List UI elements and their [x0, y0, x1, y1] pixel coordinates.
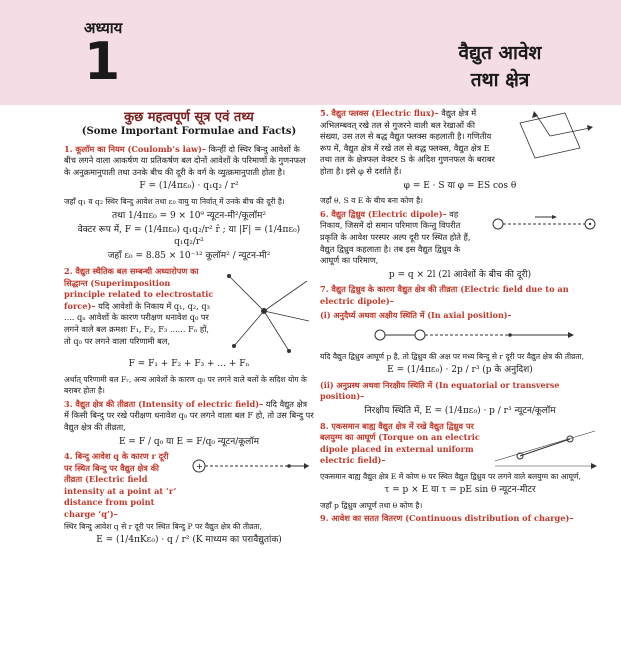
right-column	[320, 108, 600, 527]
item-coulombs-law	[64, 144, 314, 179]
formula-superposition: F = F₁ + F₂ + F₃ + ... + Fₙ	[128, 358, 250, 369]
item-2-tail: अर्थात् परिणामी बल Fᵣ, अन्य आवेशों के कारण q₀ पर लगने वाले बलों के सदिश योग के बराबर होता है।	[64, 374, 307, 396]
axial-dipole-diagram	[320, 323, 590, 347]
flux-block	[320, 108, 600, 178]
item-3-heading: 3. वैद्युत क्षेत्र की तीव्रता (Intensity of electric field)–	[64, 398, 264, 409]
svg-text:+: +	[196, 462, 203, 472]
formula-dipole-moment: p = q × 2l (2l आवेशों के बीच की दूरी)	[388, 269, 532, 280]
superposition-block	[64, 266, 314, 356]
item-8-heading: 8. एकसमान बाह्य वैद्युत क्षेत्र में रखे वैद्युत द्विध्रुव पर बलयुग्म का आघूर्ण (Torque on an electric dipole placed in external uniform electric field)–	[320, 420, 480, 466]
item-continuous-distribution	[320, 513, 600, 525]
torque-diagram	[490, 421, 600, 471]
chapter-label: अध्याय	[84, 19, 123, 37]
item-1-heading: 1. कूलॉम का नियम (Coulomb’s law)–	[64, 143, 207, 154]
flux-diagram	[505, 108, 600, 168]
dipole-block	[320, 209, 600, 267]
torque-heading-block	[320, 421, 480, 471]
item-5-text: वैद्युत क्षेत्र में अभिलम्बवत् रखे तल से गुजरने वाली बल रेखाओं की संख्या, उस तल से बद्ध वैद्युत फ्लक्स कहलाती है। गणितीय रूप में, वैद्युत क्षेत्र में रखे तल से बद्ध फ्लक्स, वैद्युत क्षेत्र E तथा तल के क्षेत्रफल वेक्टर S के अदिश गुणनफल के बराबर होता है। इसे φ से दर्शाते हैं।	[320, 108, 495, 176]
formula-field: E = F / q₀ या E = F/q₀ न्यूटन/कूलॉम	[119, 436, 259, 447]
item-2-text: यदि आवेशों के निकाय में q₁, q₂, q₃ .... qₙ आवेशों के कारण परीक्षण धनावेश q₀ पर लगने वाले बल क्रमशः F₁, F₂, F₃ ...... Fₙ हों, तो q₀ पर लगने वाला परिणामी बल,	[64, 300, 210, 346]
chapter-number: 1	[84, 32, 121, 92]
item-7-heading: 7. वैद्युत द्विध्रुव के कारण वैद्युत क्षेत्र की तीव्रता (Electric field due to an electric dipole)–	[320, 284, 569, 306]
item-8-text: एकसमान बाह्य वैद्युत क्षेत्र E में कोण θ पर स्थित वैद्युत द्विध्रुव पर लगने वाले बलयुग्म का आघूर्ण,	[320, 471, 581, 481]
formula-constant: तथा 1/4πε₀ = 9 × 10⁹ न्यूटन-मी²/कूलॉम²	[111, 210, 267, 221]
item-5-where: जहाँ θ, S व E के बीच बना कोण है।	[320, 196, 423, 206]
item-4-heading: 4. बिन्दु आवेश q के कारण r दूरी पर स्थित बिन्दु पर वैद्युत क्षेत्र की तीव्रता (Electric field intensity at a point at ‘r’ distance from point charge ‘q’)–	[64, 451, 177, 520]
item-2-heading: 2. वैद्युत स्थैतिक बल सम्बन्धी अध्यारोपण का सिद्धान्त (Superimposition principle related to electrostatic force)–	[64, 265, 214, 311]
item-5-heading: 5. वैद्युत फ्लक्स (Electric flux)–	[320, 108, 439, 118]
chapter-title-line1: वैद्युत आवेश	[458, 42, 542, 64]
item-9-heading: 9. आवेश का सतत वितरण (Continuous distribution of charge)–	[320, 513, 574, 524]
item-7-axial-text: यदि वैद्युत द्विध्रुव आघूर्ण p है, तो द्विध्रुव की अक्ष पर मध्य बिन्दु से r दूरी पर वैद्युत क्षेत्र की तीव्रता,	[320, 351, 585, 361]
dipole-text-block	[320, 209, 480, 267]
formula-vector: वेक्टर रूप में, F = (1/4πε₀) q₁q₂/r² r̂ ; या |F| = (1/4πε₀) q₁q₂/r²	[77, 225, 301, 247]
item-1-where: जहाँ q₁ व q₂ स्थिर बिन्दु आवेश तथा ε₀ वायु या निर्वात् में उनके बीच की दूरी है।	[64, 196, 285, 206]
chapter-title-line2: तथा क्षेत्र	[470, 69, 530, 91]
chapter-title	[420, 40, 580, 94]
chapter-header	[0, 0, 621, 105]
item-7-axial-heading: (i) अनुदैर्घ्य अथवा अक्षीय स्थिति में (In axial position)–	[320, 309, 512, 320]
item-8-where: जहाँ p द्विध्रुव आघूर्ण तथा θ कोण है।	[320, 500, 423, 510]
flux-text-block	[320, 108, 495, 178]
section-title: कुछ महत्वपूर्ण सूत्र एवं तथ्य	[124, 110, 254, 125]
superposition-text-block	[64, 266, 214, 356]
item-field-intensity	[64, 399, 314, 434]
point-charge-block	[64, 451, 314, 521]
formula-torque: τ = p × E या τ = pE sin θ न्यूटन-मीटर	[384, 485, 536, 496]
section-subtitle: (Some Important Formulae and Facts)	[81, 126, 297, 137]
item-7-equatorial-heading: (ii) अनुप्रस्थ अथवा निरक्षीय स्थिति में (In equatorial or transverse position)–	[320, 379, 560, 402]
formula-axial: E = (1/4πε₀) · 2p / r³ (p के अनुदिश)	[387, 365, 533, 376]
item-6-heading: 6. वैद्युत द्विध्रुव (Electric dipole)–	[320, 208, 447, 219]
formula-equatorial: निरक्षीय स्थिति में, E = (1/4πε₀) · p / r³ न्यूटन/कूलॉम	[364, 406, 556, 417]
point-charge-heading-block	[64, 451, 179, 521]
formula-coulomb: F = (1/4πε₀) · q₁q₂ / r²	[139, 181, 239, 192]
dipole-diagram	[490, 209, 600, 239]
item-6-text: वह निकाय, जिसमें दो समान परिमाण किन्तु विपरीत प्रकृति के आवेश परस्पर अल्प दूरी पर स्थित होते हैं, वैद्युत द्विध्रुव कहलाता है। तब इस वैद्युत द्विध्रुव के आघूर्ण का परिमाण,	[320, 208, 471, 266]
item-4-text: स्थिर बिन्दु आवेश q से r दूरी पर स्थित बिन्दु P पर वैद्युत क्षेत्र की तीव्रता,	[64, 521, 263, 531]
formula-flux: φ = E · S या φ = ES cos θ	[403, 180, 517, 191]
formula-epsilon: जहाँ ε₀ = 8.85 × 10⁻¹² कूलॉम² / न्यूटन-मी²	[107, 251, 271, 262]
formula-point-charge: E = (1/4πKε₀) · q / r² (K माध्यम का परावैद्युतांक)	[96, 535, 282, 546]
item-1-text: किन्हीं दो स्थिर बिन्दु आवेशों के बीच लगने वाला आकर्षण या प्रतिकर्षण बल दोनों आवेशों के परिमाणों के गुणनफल के अनुक्रमानुपाती तथा उनके बीच की दूरी के वर्ग के व्युत्क्रमानुपाती होता है।	[64, 143, 306, 177]
torque-block	[320, 421, 600, 471]
item-dipole-field	[320, 284, 600, 307]
left-column	[64, 108, 314, 550]
point-charge-diagram	[189, 451, 314, 481]
superposition-diagram	[219, 266, 314, 356]
item-3-text: यदि वैद्युत क्षेत्र में किसी बिन्दु पर रखे परीक्षण धनावेश q₀ पर लगने वाला बल F हो, तो उस बिन्दु पर वैद्युत क्षेत्र की तीव्रता,	[64, 398, 314, 432]
